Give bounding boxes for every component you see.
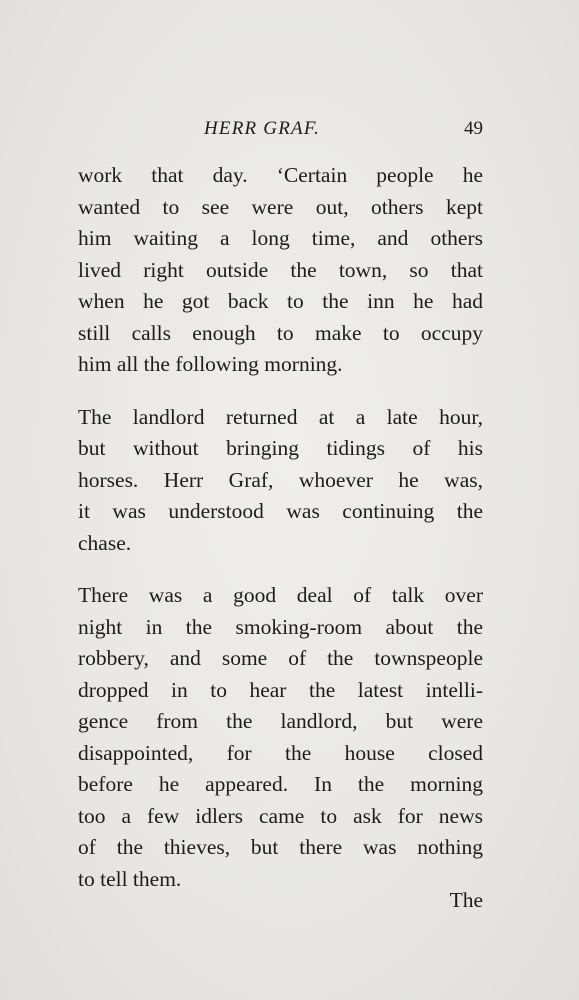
text-line: The landlord returned at a late hour, xyxy=(78,404,483,429)
running-title: HERR GRAF. xyxy=(204,118,321,139)
text-line: still calls enough to make to occupy xyxy=(78,320,483,345)
text-line: chase. xyxy=(78,530,132,555)
text-line: disappointed, for the house closed xyxy=(78,740,483,765)
text-line: before he appeared. In the morning xyxy=(78,772,483,796)
text-line: work that day. ‘Certain people he xyxy=(78,163,483,187)
paragraph-1 xyxy=(78,160,483,381)
text-line: gence from the landlord, but were xyxy=(78,709,483,733)
text-line: There was a good deal of talk over xyxy=(78,583,483,607)
text-line: night in the smoking-room about the xyxy=(78,614,483,639)
text-line: but without bringing tidings of his xyxy=(78,436,483,460)
text-line: him all the following morning. xyxy=(78,352,343,376)
text-line: wanted to see were out, others kept xyxy=(78,194,483,219)
catchword: The xyxy=(449,888,483,912)
text-line: lived right outside the town, so that xyxy=(78,257,483,282)
text-line: of the thieves, but there was nothing xyxy=(78,835,483,859)
text-line: it was understood was continuing the xyxy=(78,499,483,523)
body-text xyxy=(78,160,483,916)
text-line: when he got back to the inn he had xyxy=(78,289,483,313)
paragraph-3 xyxy=(78,580,483,895)
text-line: to tell them. xyxy=(78,866,182,891)
running-head xyxy=(78,118,483,142)
page-number: 49 xyxy=(464,118,483,139)
paragraph-2 xyxy=(78,402,483,560)
text-line: robbery, and some of the townspeople xyxy=(78,646,483,670)
text-line: horses. Herr Graf, whoever he was, xyxy=(78,467,483,492)
text-line: him waiting a long time, and others xyxy=(78,226,483,250)
text-line: too a few idlers came to ask for news xyxy=(78,803,483,828)
text-line: dropped in to hear the latest intelli- xyxy=(78,677,483,702)
